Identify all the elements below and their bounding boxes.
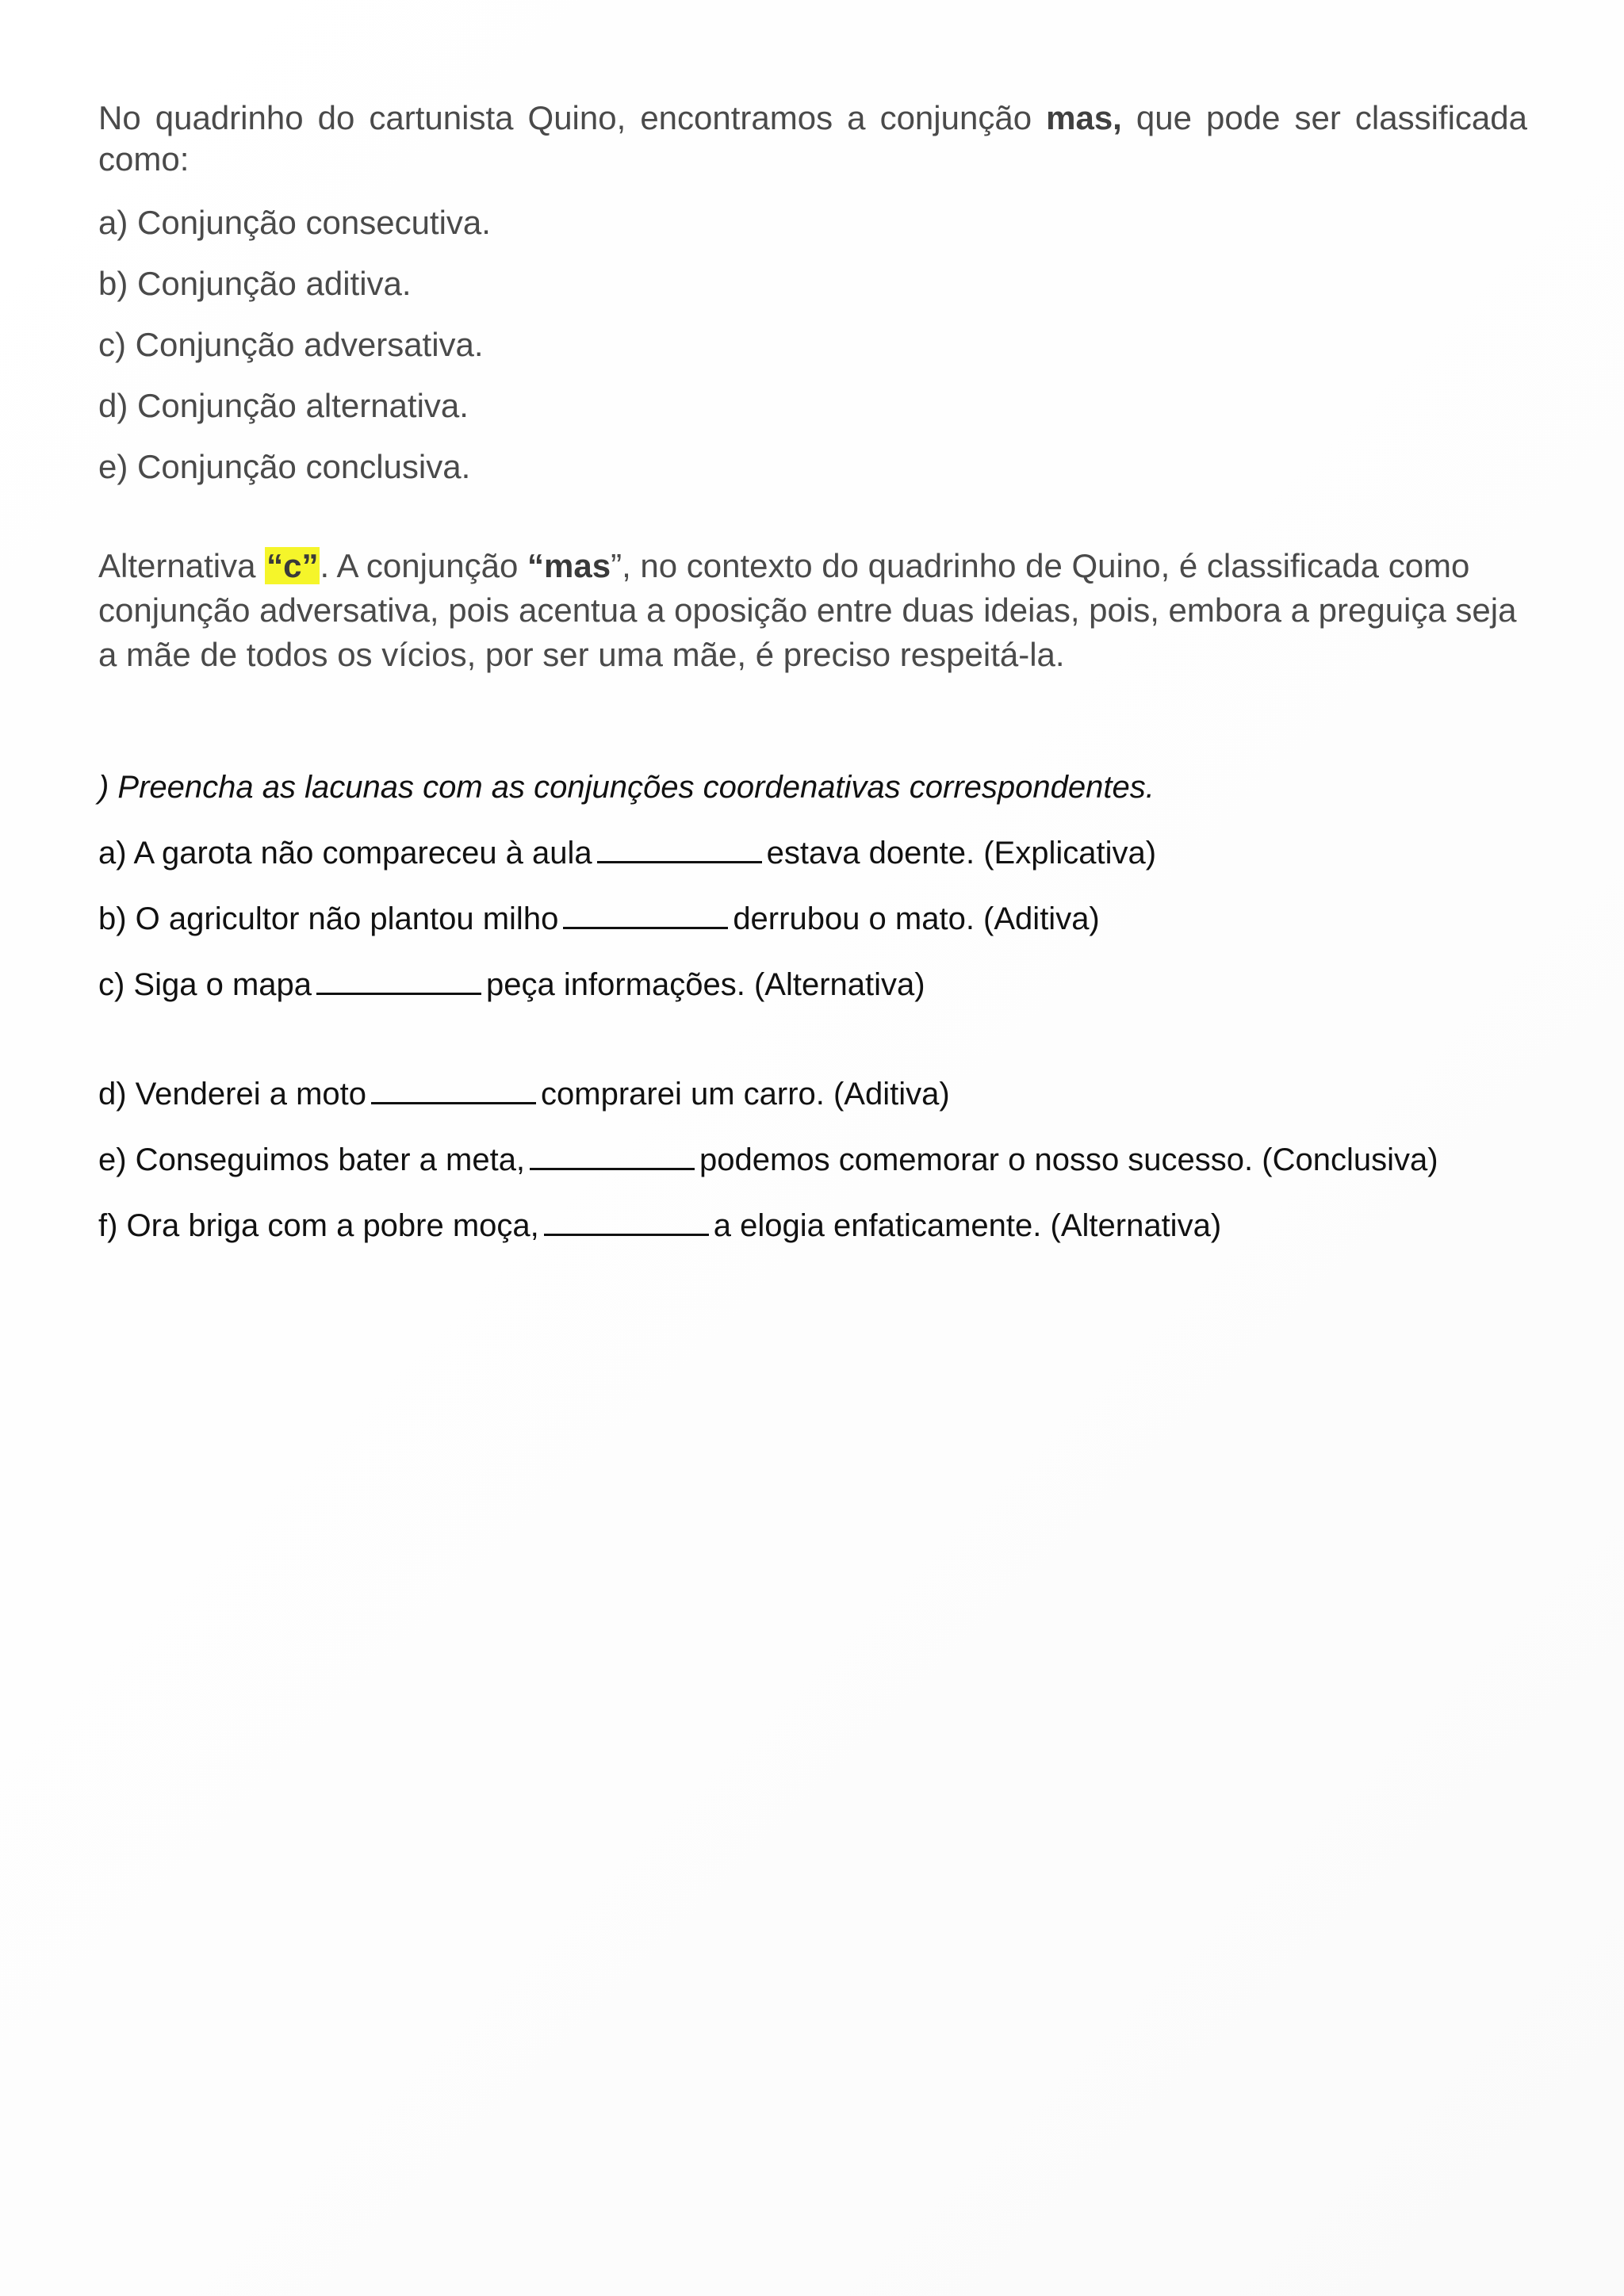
fill-item-before: b) O agricultor não plantou milho <box>98 901 559 936</box>
fill-item-before: d) Venderei a moto <box>98 1077 366 1112</box>
answer-blank[interactable] <box>597 834 762 863</box>
fill-item-after: estava doente. (Explicativa) <box>766 836 1157 871</box>
answer-rest: ”, no contexto do quadrinho de Quino, é classificada como conjunção adversativa, pois acentua a oposição entre duas ideias, pois, embora a preguiça seja a mãe de todos os vícios, por ser uma mãe, é preciso respeitá-la. <box>98 547 1517 673</box>
answer-explanation <box>98 544 1534 677</box>
fill-item-d <box>98 1074 950 1114</box>
answer-highlight: “c” <box>266 547 319 584</box>
question-2-title: ) Preencha as lacunas com as conjunções coordenativas correspondentes. <box>98 770 1155 805</box>
answer-blank[interactable] <box>563 900 728 929</box>
answer-blank[interactable] <box>371 1075 536 1104</box>
fill-item-before: e) Conseguimos bater a meta, <box>98 1142 526 1177</box>
fill-item-after: peça informações. (Alternativa) <box>486 967 925 1002</box>
option-b: b) Conjunção aditiva. <box>98 265 412 302</box>
option-a: a) Conjunção consecutiva. <box>98 204 491 241</box>
fill-item-before: a) A garota não compareceu à aula <box>98 836 592 871</box>
fill-item-after: comprarei um carro. (Aditiva) <box>541 1077 950 1112</box>
stem-bold-word: mas, <box>1046 99 1122 136</box>
fill-item-c <box>98 965 925 1004</box>
answer-blank[interactable] <box>530 1141 695 1170</box>
stem-text-part2: que pode ser classificada como: <box>98 99 1527 178</box>
fill-item-e <box>98 1140 1438 1180</box>
answer-mid: . A conjunção <box>320 547 528 584</box>
option-d: d) Conjunção alternativa. <box>98 387 469 424</box>
fill-item-a <box>98 833 1156 873</box>
fill-item-b <box>98 899 1100 939</box>
question-1-stem <box>98 98 1527 180</box>
fill-item-after: a elogia enfaticamente. (Alternativa) <box>713 1208 1222 1243</box>
fill-item-before: f) Ora briga com a pobre moça, <box>98 1208 539 1243</box>
fill-item-f <box>98 1206 1221 1246</box>
option-e: e) Conjunção conclusiva. <box>98 448 471 485</box>
stem-text-part1: No quadrinho do cartunista Quino, encontramos a conjunção <box>98 99 1047 136</box>
answer-blank[interactable] <box>544 1207 709 1236</box>
fill-item-after: podemos comemorar o nosso sucesso. (Conclusiva) <box>699 1142 1438 1177</box>
option-c: c) Conjunção adversativa. <box>98 326 484 363</box>
answer-bold-word: “mas <box>527 547 611 584</box>
fill-item-after: derrubou o mato. (Aditiva) <box>733 901 1100 936</box>
answer-prefix: Alternativa <box>98 547 266 584</box>
answer-blank[interactable] <box>316 966 481 995</box>
fill-item-before: c) Siga o mapa <box>98 967 312 1002</box>
